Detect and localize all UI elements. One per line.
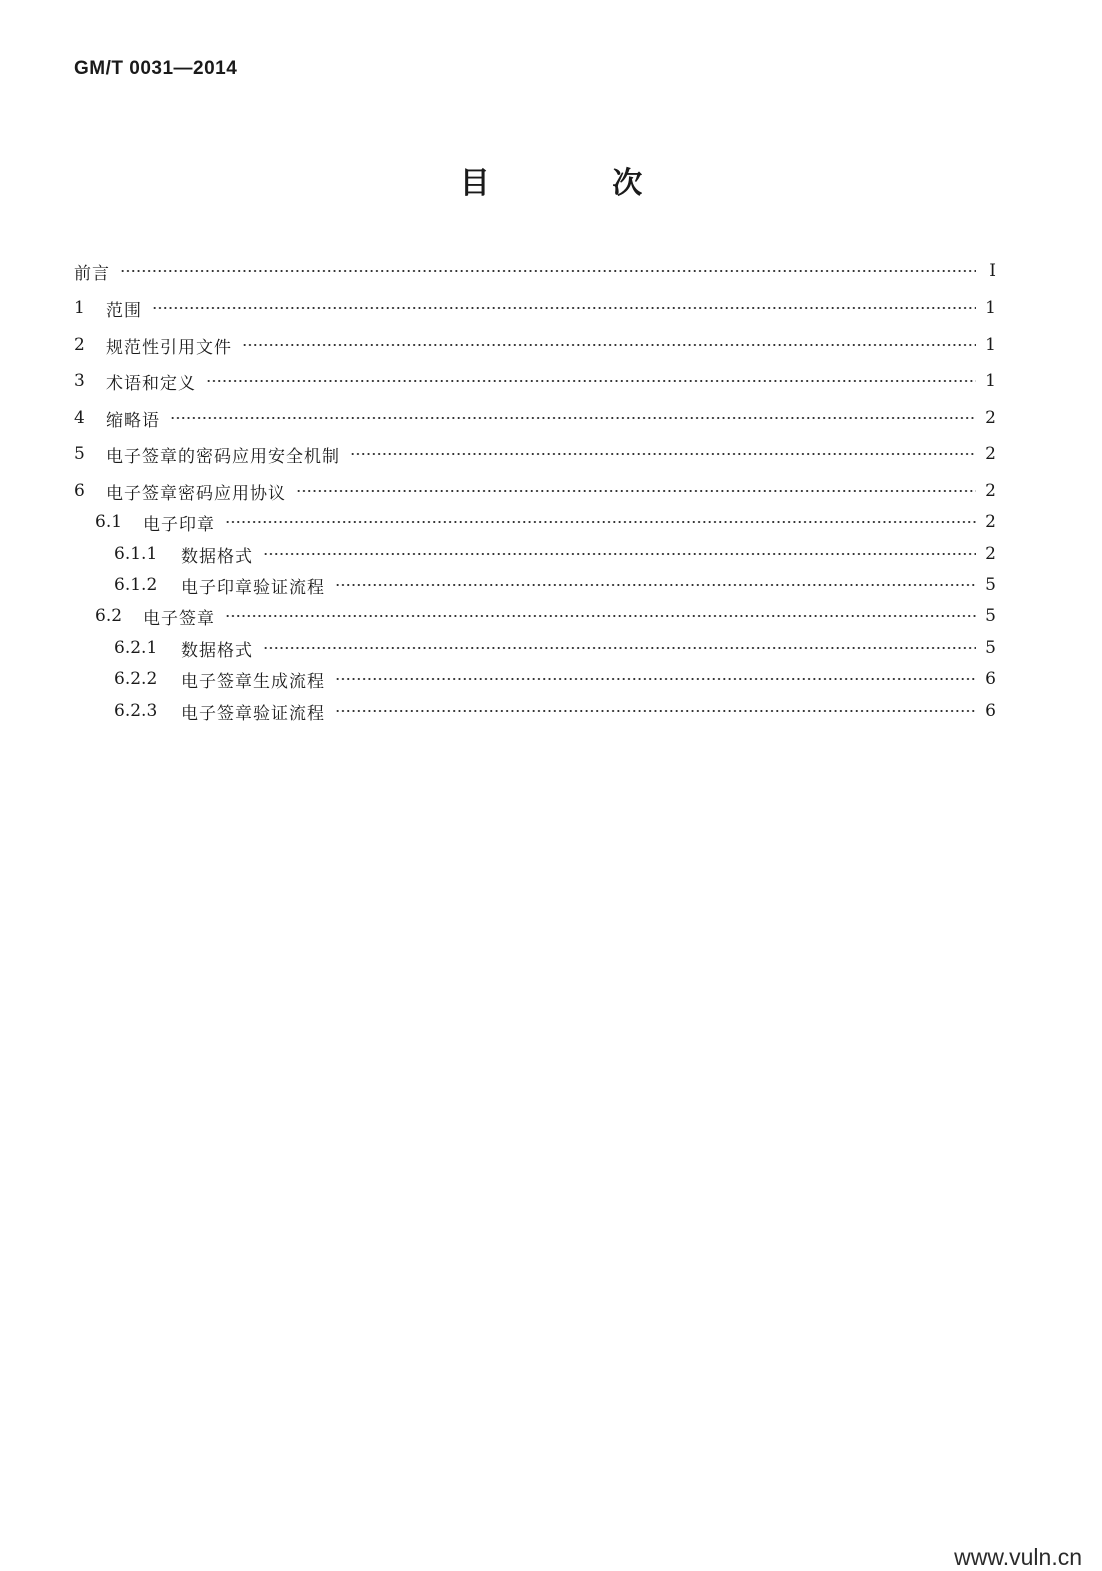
dot-leader: [350, 453, 976, 455]
toc-entry-6[interactable]: [74, 478, 996, 504]
toc-entry-page: Ⅰ: [989, 261, 996, 281]
dot-leader: [170, 417, 976, 419]
table-of-contents: [74, 0, 996, 760]
document-code: GM/T 0031—2014: [74, 58, 238, 79]
toc-title: 目 次: [459, 166, 699, 201]
toc-entry-number: 6.1.1: [114, 544, 158, 564]
toc-entry-number: 4: [74, 408, 85, 428]
toc-entry-page: 1: [985, 298, 996, 318]
toc-entry-page: 2: [985, 512, 996, 532]
toc-entry-6-2-2[interactable]: [114, 666, 996, 692]
toc-entry-6-1-1[interactable]: [114, 541, 996, 567]
toc-entry-label: 数据格式: [181, 640, 253, 661]
toc-entry-page: 2: [985, 544, 996, 564]
toc-entry-page: 6: [985, 669, 996, 689]
toc-entry-label: 前言: [74, 263, 110, 284]
dot-leader: [242, 344, 976, 346]
toc-entry-foreword[interactable]: [74, 258, 996, 284]
toc-entry-page: 5: [985, 606, 996, 626]
toc-entry-6-1[interactable]: [95, 509, 996, 535]
toc-entry-label: 数据格式: [181, 546, 253, 567]
toc-entry-label: 规范性引用文件: [106, 337, 232, 358]
toc-entry-page: 2: [985, 408, 996, 428]
toc-entry-number: 1: [74, 298, 85, 318]
dot-leader: [263, 553, 976, 555]
toc-entry-3[interactable]: [74, 368, 996, 394]
toc-entry-number: 6.2.3: [114, 701, 158, 721]
toc-entry-page: 5: [985, 575, 996, 595]
toc-entry-1[interactable]: [74, 295, 996, 321]
toc-entry-label: 电子印章: [143, 514, 215, 535]
dot-leader: [335, 584, 976, 586]
toc-entry-number: 6.2: [95, 606, 123, 626]
toc-entry-label: 电子签章生成流程: [181, 671, 325, 692]
toc-entry-label: 电子印章验证流程: [181, 577, 325, 598]
dot-leader: [263, 647, 976, 649]
toc-entry-page: 1: [985, 371, 996, 391]
toc-entry-label: 电子签章: [143, 608, 215, 629]
toc-entry-number: 6.1.2: [114, 575, 158, 595]
toc-entry-page: 2: [985, 481, 996, 501]
toc-entry-4[interactable]: [74, 405, 996, 431]
toc-entry-2[interactable]: [74, 332, 996, 358]
toc-entry-label: 术语和定义: [106, 373, 196, 394]
toc-entry-5[interactable]: [74, 441, 996, 467]
toc-entry-page: 1: [985, 335, 996, 355]
toc-entry-number: 6.2.2: [114, 669, 158, 689]
toc-entry-label: 范围: [106, 300, 142, 321]
dot-leader: [225, 615, 976, 617]
toc-entry-6-2-3[interactable]: [114, 698, 996, 724]
toc-entry-6-2-1[interactable]: [114, 635, 996, 661]
toc-entry-number: 3: [74, 371, 85, 391]
toc-entry-6-1-2[interactable]: [114, 572, 996, 598]
toc-entry-label: 缩略语: [106, 410, 160, 431]
toc-entry-label: 电子签章验证流程: [181, 703, 325, 724]
toc-entry-number: 5: [74, 444, 85, 464]
toc-entry-page: 2: [985, 444, 996, 464]
toc-entry-label: 电子签章的密码应用安全机制: [106, 446, 340, 467]
dot-leader: [206, 380, 976, 382]
toc-entry-number: 2: [74, 335, 85, 355]
dot-leader: [296, 490, 976, 492]
toc-entry-6-2[interactable]: [95, 603, 996, 629]
toc-entry-number: 6.1: [95, 512, 123, 532]
dot-leader: [120, 270, 976, 272]
dot-leader: [335, 678, 976, 680]
toc-entry-page: 5: [985, 638, 996, 658]
dot-leader: [152, 307, 976, 309]
dot-leader: [335, 710, 976, 712]
toc-entry-number: 6.2.1: [114, 638, 158, 658]
dot-leader: [225, 521, 976, 523]
toc-entry-number: 6: [74, 481, 85, 501]
toc-entry-page: 6: [985, 701, 996, 721]
site-watermark: www.vuln.cn: [954, 1544, 1082, 1570]
toc-entry-label: 电子签章密码应用协议: [106, 483, 286, 504]
